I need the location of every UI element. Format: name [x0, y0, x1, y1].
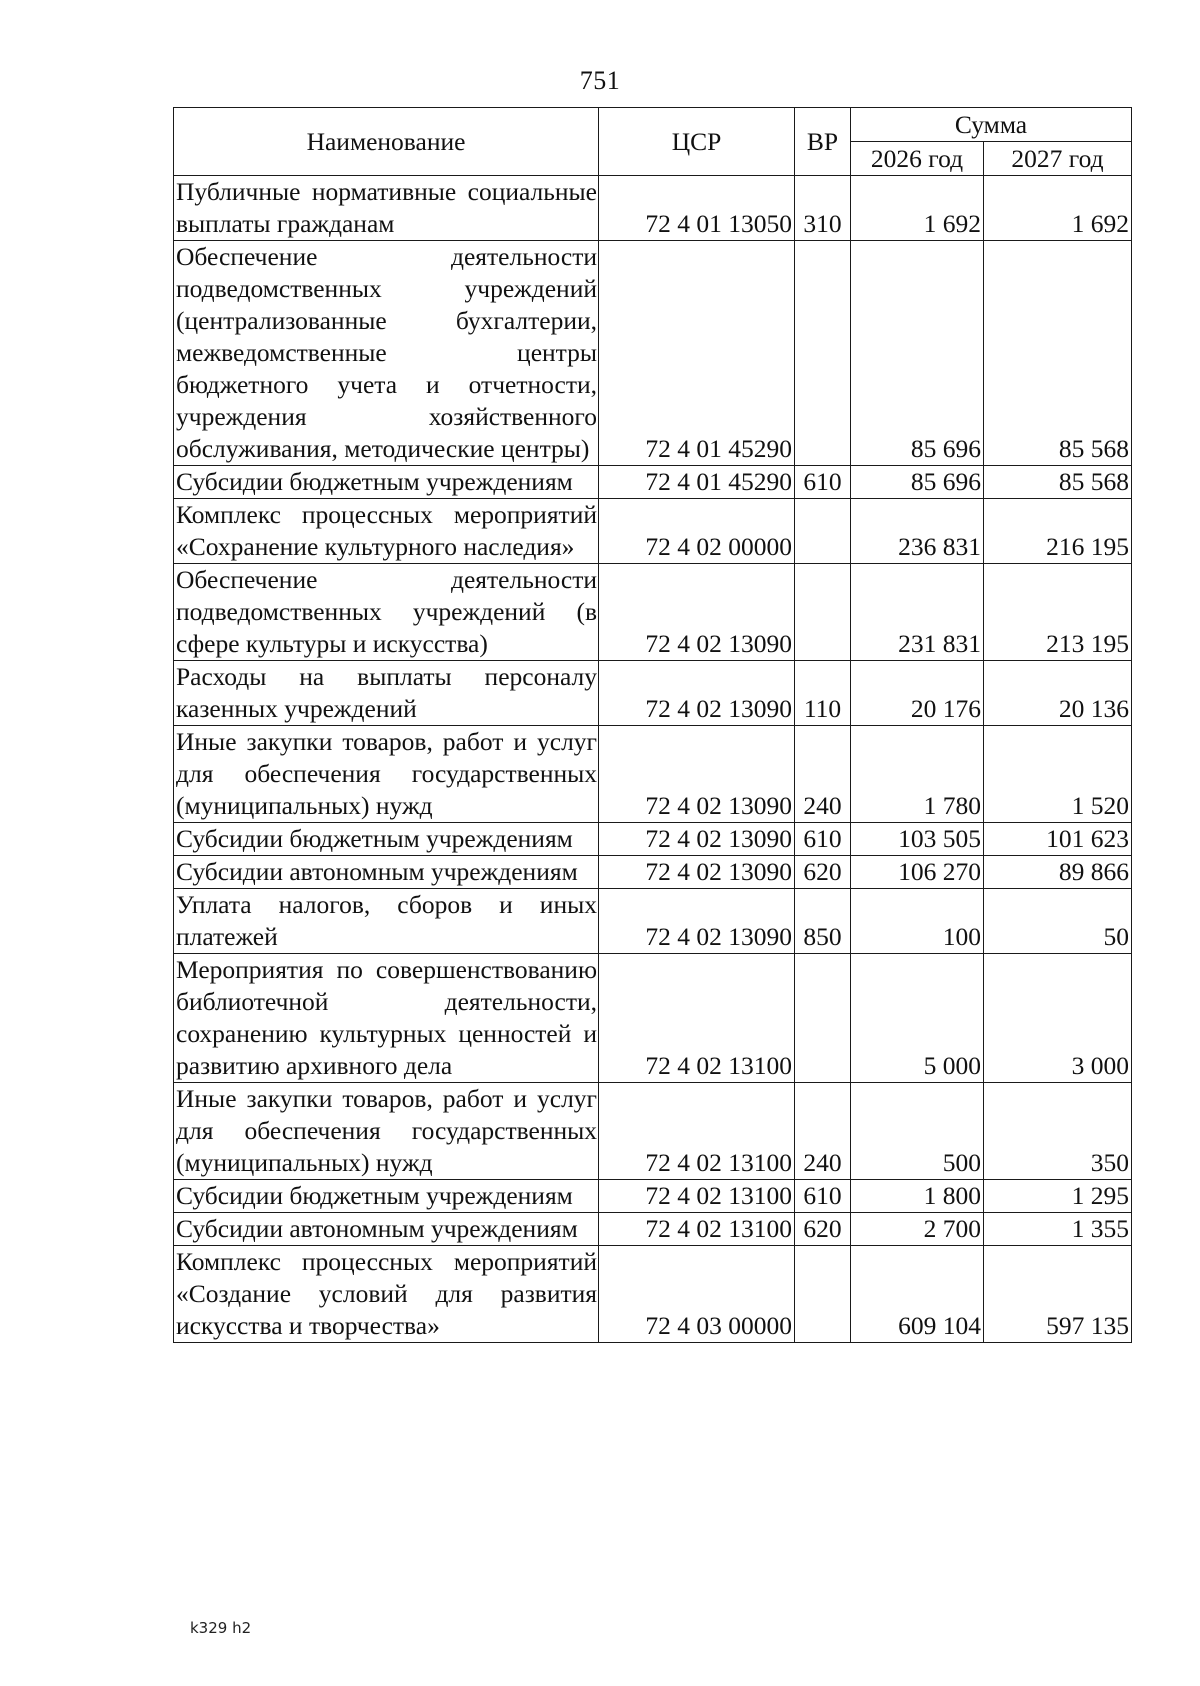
- cell-2027: 89 866: [984, 856, 1132, 889]
- cell-vr: [795, 1246, 851, 1343]
- cell-csr: 72 4 01 13050: [599, 176, 795, 241]
- cell-csr: 72 4 01 45290: [599, 466, 795, 499]
- cell-2026: 100: [851, 889, 984, 954]
- cell-csr: 72 4 02 13090: [599, 661, 795, 726]
- cell-name: Обеспечение деятельности подведомственных учреждений (централизованные бухгалтерии, межведомственные центры бюджетного учета и отчетности, учреждения хозяйственного обслуживания, методические центры): [174, 241, 599, 466]
- cell-name: Субсидии автономным учреждениям: [174, 856, 599, 889]
- cell-name: Мероприятия по совершенствованию библиотечной деятельности, сохранению культурных ценностей и развитию архивного дела: [174, 954, 599, 1083]
- cell-vr: 620: [795, 1213, 851, 1246]
- cell-name: Субсидии бюджетным учреждениям: [174, 823, 599, 856]
- cell-name: Субсидии автономным учреждениям: [174, 1213, 599, 1246]
- table-row: [174, 954, 1132, 1083]
- cell-vr: 110: [795, 661, 851, 726]
- cell-2027: 101 623: [984, 823, 1132, 856]
- cell-2026: 85 696: [851, 466, 984, 499]
- cell-vr: [795, 564, 851, 661]
- cell-name: Субсидии бюджетным учреждениям: [174, 1180, 599, 1213]
- cell-csr: 72 4 01 45290: [599, 241, 795, 466]
- table-row: [174, 241, 1132, 466]
- cell-2026: 500: [851, 1083, 984, 1180]
- cell-name: Обеспечение деятельности подведомственных учреждений (в сфере культуры и искусства): [174, 564, 599, 661]
- cell-csr: 72 4 02 13100: [599, 954, 795, 1083]
- cell-2026: 85 696: [851, 241, 984, 466]
- cell-2027: 1 692: [984, 176, 1132, 241]
- cell-2026: 103 505: [851, 823, 984, 856]
- cell-csr: 72 4 02 13090: [599, 823, 795, 856]
- cell-2027: 1 295: [984, 1180, 1132, 1213]
- table-row: [174, 1213, 1132, 1246]
- cell-vr: [795, 241, 851, 466]
- cell-csr: 72 4 03 00000: [599, 1246, 795, 1343]
- cell-csr: 72 4 02 13090: [599, 889, 795, 954]
- cell-2026: 106 270: [851, 856, 984, 889]
- footer-code: k329 h2: [190, 1619, 252, 1637]
- cell-name: Публичные нормативные социальные выплаты гражданам: [174, 176, 599, 241]
- cell-2026: 1 780: [851, 726, 984, 823]
- table-row: [174, 823, 1132, 856]
- cell-2027: 85 568: [984, 241, 1132, 466]
- table-row: [174, 1180, 1132, 1213]
- cell-2027: 3 000: [984, 954, 1132, 1083]
- cell-name: Иные закупки товаров, работ и услуг для обеспечения государственных (муниципальных) нужд: [174, 1083, 599, 1180]
- cell-csr: 72 4 02 13090: [599, 856, 795, 889]
- cell-2027: 1 520: [984, 726, 1132, 823]
- cell-name: Уплата налогов, сборов и иных платежей: [174, 889, 599, 954]
- cell-csr: 72 4 02 13090: [599, 726, 795, 823]
- header-csr: ЦСР: [599, 108, 795, 176]
- cell-vr: 620: [795, 856, 851, 889]
- cell-2026: 1 800: [851, 1180, 984, 1213]
- cell-vr: 240: [795, 726, 851, 823]
- cell-2027: 597 135: [984, 1246, 1132, 1343]
- table-body: [174, 176, 1132, 1343]
- cell-vr: 610: [795, 823, 851, 856]
- cell-2027: 213 195: [984, 564, 1132, 661]
- table-row: [174, 889, 1132, 954]
- cell-2026: 5 000: [851, 954, 984, 1083]
- cell-vr: 310: [795, 176, 851, 241]
- cell-2026: 236 831: [851, 499, 984, 564]
- header-name: Наименование: [174, 108, 599, 176]
- cell-2026: 2 700: [851, 1213, 984, 1246]
- table-row: [174, 661, 1132, 726]
- cell-vr: 240: [795, 1083, 851, 1180]
- cell-csr: 72 4 02 00000: [599, 499, 795, 564]
- cell-2027: 85 568: [984, 466, 1132, 499]
- cell-vr: 610: [795, 466, 851, 499]
- cell-vr: [795, 954, 851, 1083]
- table-row: [174, 564, 1132, 661]
- header-sum: Сумма: [851, 108, 1132, 142]
- cell-name: Комплекс процессных мероприятий «Создание условий для развития искусства и творчества»: [174, 1246, 599, 1343]
- cell-csr: 72 4 02 13100: [599, 1180, 795, 1213]
- table-row: [174, 726, 1132, 823]
- cell-name: Расходы на выплаты персоналу казенных учреждений: [174, 661, 599, 726]
- page-number: 751: [579, 66, 621, 95]
- table-row: [174, 856, 1132, 889]
- table-row: [174, 1083, 1132, 1180]
- cell-csr: 72 4 02 13100: [599, 1083, 795, 1180]
- cell-2027: 1 355: [984, 1213, 1132, 1246]
- cell-vr: 850: [795, 889, 851, 954]
- cell-2026: 609 104: [851, 1246, 984, 1343]
- cell-csr: 72 4 02 13100: [599, 1213, 795, 1246]
- cell-2027: 350: [984, 1083, 1132, 1180]
- table-row: [174, 176, 1132, 241]
- cell-csr: 72 4 02 13090: [599, 564, 795, 661]
- cell-2026: 20 176: [851, 661, 984, 726]
- table-row: [174, 1246, 1132, 1343]
- cell-2026: 1 692: [851, 176, 984, 241]
- budget-table: [173, 107, 1132, 1343]
- cell-name: Иные закупки товаров, работ и услуг для обеспечения государственных (муниципальных) нужд: [174, 726, 599, 823]
- cell-vr: [795, 499, 851, 564]
- cell-2027: 50: [984, 889, 1132, 954]
- header-year-2026: 2026 год: [851, 142, 984, 176]
- cell-2027: 216 195: [984, 499, 1132, 564]
- cell-name: Субсидии бюджетным учреждениям: [174, 466, 599, 499]
- cell-name: Комплекс процессных мероприятий «Сохранение культурного наследия»: [174, 499, 599, 564]
- table-row: [174, 499, 1132, 564]
- cell-vr: 610: [795, 1180, 851, 1213]
- cell-2026: 231 831: [851, 564, 984, 661]
- header-year-2027: 2027 год: [984, 142, 1132, 176]
- table-row: [174, 466, 1132, 499]
- header-vr: ВР: [795, 108, 851, 176]
- cell-2027: 20 136: [984, 661, 1132, 726]
